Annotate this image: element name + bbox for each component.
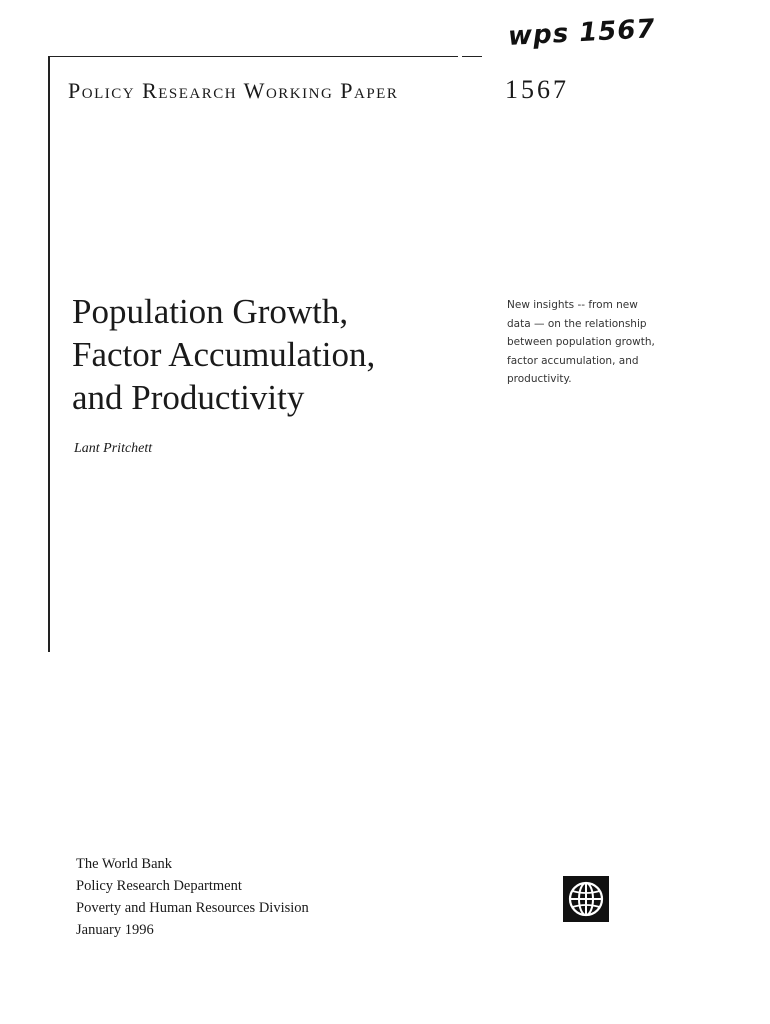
summary-line: factor accumulation, and <box>507 354 639 367</box>
handwritten-annotation: wps 1567 <box>507 14 657 52</box>
publisher-block <box>76 853 309 941</box>
publisher-line: Poverty and Human Resources Division <box>76 900 309 916</box>
title-line: Population Growth, <box>72 292 349 331</box>
top-rule <box>48 56 458 57</box>
summary-text <box>507 296 687 389</box>
left-rule <box>48 56 50 652</box>
paper-number: 1567 <box>505 75 569 104</box>
summary-line: between population growth, <box>507 336 655 348</box>
publisher-date: January 1996 <box>76 922 154 938</box>
paper-title <box>72 290 375 419</box>
top-rule-dash <box>462 56 482 57</box>
title-line: and Productivity <box>72 378 305 417</box>
summary-line: productivity. <box>507 373 572 385</box>
author-name: Lant Pritchett <box>74 441 153 456</box>
publisher-line: Policy Research Department <box>76 878 242 894</box>
series-title: Policy Research Working Paper <box>68 78 399 103</box>
summary-line: New insights -- from new <box>507 299 638 311</box>
summary-line: data — on the relationship <box>507 317 647 330</box>
publisher-line: The World Bank <box>76 856 173 872</box>
title-line: Factor Accumulation, <box>72 335 376 374</box>
world-bank-globe-icon <box>563 876 609 922</box>
